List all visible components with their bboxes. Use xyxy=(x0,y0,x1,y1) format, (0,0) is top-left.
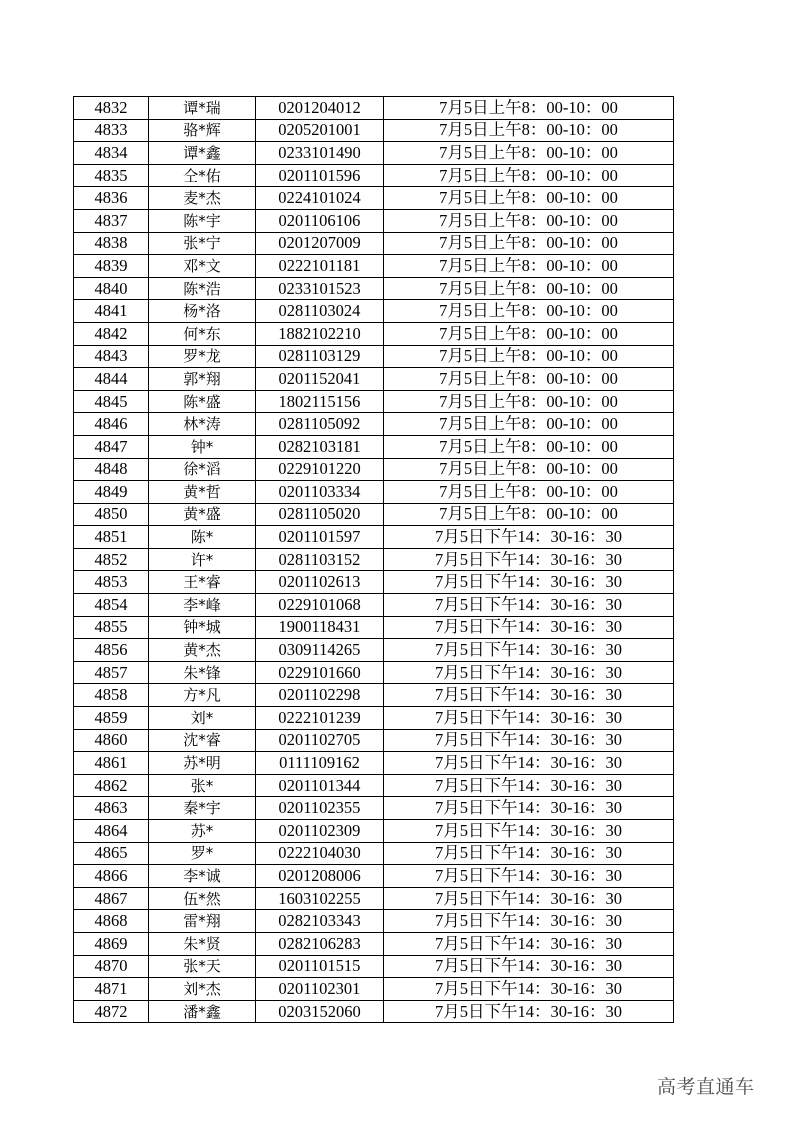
cell-name: 骆*辉 xyxy=(149,119,256,142)
cell-seq: 4859 xyxy=(74,707,149,730)
cell-seq: 4843 xyxy=(74,345,149,368)
cell-name: 王*睿 xyxy=(149,571,256,594)
cell-seq: 4844 xyxy=(74,368,149,391)
cell-seq: 4860 xyxy=(74,729,149,752)
table-row xyxy=(74,932,674,955)
cell-seq: 4837 xyxy=(74,209,149,232)
cell-seq: 4869 xyxy=(74,932,149,955)
cell-time: 7月5日下午14：30-16：30 xyxy=(384,932,674,955)
cell-name: 潘*鑫 xyxy=(149,1000,256,1023)
cell-name: 陈*宇 xyxy=(149,209,256,232)
cell-name: 徐*滔 xyxy=(149,458,256,481)
cell-name: 钟* xyxy=(149,435,256,458)
cell-time: 7月5日下午14：30-16：30 xyxy=(384,526,674,549)
cell-id: 0201102309 xyxy=(256,820,384,843)
table-row xyxy=(74,119,674,142)
table-row xyxy=(74,729,674,752)
table-row xyxy=(74,322,674,345)
table-row xyxy=(74,707,674,730)
table-row xyxy=(74,978,674,1001)
cell-seq: 4868 xyxy=(74,910,149,933)
cell-id: 0281103152 xyxy=(256,548,384,571)
table-row xyxy=(74,232,674,255)
cell-time: 7月5日下午14：30-16：30 xyxy=(384,571,674,594)
cell-name: 罗*龙 xyxy=(149,345,256,368)
cell-time: 7月5日下午14：30-16：30 xyxy=(384,865,674,888)
cell-id: 0201207009 xyxy=(256,232,384,255)
table-row xyxy=(74,345,674,368)
cell-id: 0281105092 xyxy=(256,413,384,436)
table-row xyxy=(74,187,674,210)
cell-name: 黄*盛 xyxy=(149,503,256,526)
cell-id: 0201102705 xyxy=(256,729,384,752)
cell-id: 1882102210 xyxy=(256,322,384,345)
cell-time: 7月5日上午8：00-10：00 xyxy=(384,232,674,255)
cell-name: 沈*睿 xyxy=(149,729,256,752)
cell-id: 0201102355 xyxy=(256,797,384,820)
cell-seq: 4849 xyxy=(74,481,149,504)
table-row xyxy=(74,255,674,278)
cell-name: 张*宁 xyxy=(149,232,256,255)
cell-name: 朱*锋 xyxy=(149,661,256,684)
cell-id: 0233101490 xyxy=(256,142,384,165)
cell-name: 邓*文 xyxy=(149,255,256,278)
cell-time: 7月5日下午14：30-16：30 xyxy=(384,616,674,639)
cell-time: 7月5日上午8：00-10：00 xyxy=(384,164,674,187)
cell-time: 7月5日下午14：30-16：30 xyxy=(384,707,674,730)
cell-id: 0201103334 xyxy=(256,481,384,504)
cell-seq: 4871 xyxy=(74,978,149,1001)
table-row xyxy=(74,797,674,820)
cell-id: 0201102613 xyxy=(256,571,384,594)
cell-id: 0201208006 xyxy=(256,865,384,888)
cell-seq: 4855 xyxy=(74,616,149,639)
cell-name: 雷*翔 xyxy=(149,910,256,933)
table-row xyxy=(74,887,674,910)
table-row xyxy=(74,684,674,707)
cell-name: 麦*杰 xyxy=(149,187,256,210)
cell-time: 7月5日下午14：30-16：30 xyxy=(384,797,674,820)
schedule-table xyxy=(73,96,674,1023)
cell-id: 0224101024 xyxy=(256,187,384,210)
cell-time: 7月5日上午8：00-10：00 xyxy=(384,300,674,323)
cell-id: 1900118431 xyxy=(256,616,384,639)
cell-seq: 4851 xyxy=(74,526,149,549)
table-row xyxy=(74,955,674,978)
cell-time: 7月5日上午8：00-10：00 xyxy=(384,187,674,210)
cell-seq: 4846 xyxy=(74,413,149,436)
table-row xyxy=(74,1000,674,1023)
cell-time: 7月5日下午14：30-16：30 xyxy=(384,978,674,1001)
table-row xyxy=(74,526,674,549)
cell-name: 陈*盛 xyxy=(149,390,256,413)
cell-seq: 4870 xyxy=(74,955,149,978)
cell-name: 伍*然 xyxy=(149,887,256,910)
cell-time: 7月5日下午14：30-16：30 xyxy=(384,887,674,910)
cell-time: 7月5日下午14：30-16：30 xyxy=(384,684,674,707)
cell-time: 7月5日上午8：00-10：00 xyxy=(384,368,674,391)
cell-seq: 4857 xyxy=(74,661,149,684)
cell-name: 黄*哲 xyxy=(149,481,256,504)
table-row xyxy=(74,661,674,684)
cell-seq: 4842 xyxy=(74,322,149,345)
table-row xyxy=(74,548,674,571)
cell-id: 0201106106 xyxy=(256,209,384,232)
cell-seq: 4853 xyxy=(74,571,149,594)
table-row xyxy=(74,435,674,458)
cell-time: 7月5日下午14：30-16：30 xyxy=(384,661,674,684)
cell-name: 陈*浩 xyxy=(149,277,256,300)
cell-time: 7月5日上午8：00-10：00 xyxy=(384,209,674,232)
cell-time: 7月5日上午8：00-10：00 xyxy=(384,119,674,142)
cell-name: 谭*瑞 xyxy=(149,97,256,120)
table-row xyxy=(74,865,674,888)
cell-time: 7月5日下午14：30-16：30 xyxy=(384,774,674,797)
cell-name: 张* xyxy=(149,774,256,797)
cell-time: 7月5日下午14：30-16：30 xyxy=(384,910,674,933)
table-row xyxy=(74,481,674,504)
cell-name: 林*涛 xyxy=(149,413,256,436)
cell-seq: 4865 xyxy=(74,842,149,865)
cell-name: 钟*城 xyxy=(149,616,256,639)
table-row xyxy=(74,616,674,639)
table-row xyxy=(74,413,674,436)
cell-seq: 4862 xyxy=(74,774,149,797)
cell-name: 秦*宇 xyxy=(149,797,256,820)
cell-name: 许* xyxy=(149,548,256,571)
cell-seq: 4833 xyxy=(74,119,149,142)
cell-name: 谭*鑫 xyxy=(149,142,256,165)
cell-seq: 4841 xyxy=(74,300,149,323)
cell-id: 0201101597 xyxy=(256,526,384,549)
cell-name: 刘*杰 xyxy=(149,978,256,1001)
cell-id: 0201101515 xyxy=(256,955,384,978)
watermark-text: 高考直通车 xyxy=(657,1076,755,1098)
cell-name: 刘* xyxy=(149,707,256,730)
cell-time: 7月5日上午8：00-10：00 xyxy=(384,97,674,120)
cell-id: 0222101239 xyxy=(256,707,384,730)
cell-name: 李*峰 xyxy=(149,594,256,617)
cell-name: 张*天 xyxy=(149,955,256,978)
cell-id: 0281105020 xyxy=(256,503,384,526)
cell-id: 0201101344 xyxy=(256,774,384,797)
cell-time: 7月5日上午8：00-10：00 xyxy=(384,390,674,413)
cell-id: 0201204012 xyxy=(256,97,384,120)
cell-time: 7月5日下午14：30-16：30 xyxy=(384,752,674,775)
cell-id: 0222104030 xyxy=(256,842,384,865)
cell-id: 0111109162 xyxy=(256,752,384,775)
cell-seq: 4863 xyxy=(74,797,149,820)
cell-seq: 4847 xyxy=(74,435,149,458)
cell-seq: 4839 xyxy=(74,255,149,278)
cell-time: 7月5日下午14：30-16：30 xyxy=(384,729,674,752)
cell-name: 仝*佑 xyxy=(149,164,256,187)
cell-id: 0201152041 xyxy=(256,368,384,391)
cell-time: 7月5日上午8：00-10：00 xyxy=(384,322,674,345)
cell-id: 0309114265 xyxy=(256,639,384,662)
cell-name: 朱*贤 xyxy=(149,932,256,955)
cell-id: 0229101220 xyxy=(256,458,384,481)
cell-seq: 4858 xyxy=(74,684,149,707)
cell-seq: 4861 xyxy=(74,752,149,775)
cell-time: 7月5日下午14：30-16：30 xyxy=(384,820,674,843)
cell-time: 7月5日下午14：30-16：30 xyxy=(384,1000,674,1023)
table-row xyxy=(74,503,674,526)
cell-seq: 4856 xyxy=(74,639,149,662)
cell-seq: 4867 xyxy=(74,887,149,910)
schedule-table-body xyxy=(74,97,674,1023)
cell-id: 0203152060 xyxy=(256,1000,384,1023)
cell-seq: 4832 xyxy=(74,97,149,120)
cell-seq: 4864 xyxy=(74,820,149,843)
table-row xyxy=(74,390,674,413)
cell-seq: 4848 xyxy=(74,458,149,481)
cell-name: 李*诚 xyxy=(149,865,256,888)
cell-seq: 4834 xyxy=(74,142,149,165)
table-row xyxy=(74,639,674,662)
table-row xyxy=(74,277,674,300)
table-row xyxy=(74,164,674,187)
cell-time: 7月5日下午14：30-16：30 xyxy=(384,594,674,617)
cell-id: 0282103181 xyxy=(256,435,384,458)
cell-name: 杨*洛 xyxy=(149,300,256,323)
table-row xyxy=(74,300,674,323)
cell-time: 7月5日下午14：30-16：30 xyxy=(384,842,674,865)
cell-id: 0201102301 xyxy=(256,978,384,1001)
cell-seq: 4845 xyxy=(74,390,149,413)
cell-time: 7月5日上午8：00-10：00 xyxy=(384,503,674,526)
cell-id: 0229101068 xyxy=(256,594,384,617)
table-row xyxy=(74,97,674,120)
cell-id: 0201102298 xyxy=(256,684,384,707)
cell-time: 7月5日上午8：00-10：00 xyxy=(384,255,674,278)
cell-time: 7月5日上午8：00-10：00 xyxy=(384,345,674,368)
table-row xyxy=(74,594,674,617)
cell-time: 7月5日下午14：30-16：30 xyxy=(384,639,674,662)
cell-time: 7月5日上午8：00-10：00 xyxy=(384,435,674,458)
cell-id: 1603102255 xyxy=(256,887,384,910)
table-row xyxy=(74,774,674,797)
table-row xyxy=(74,842,674,865)
cell-id: 1802115156 xyxy=(256,390,384,413)
cell-id: 0233101523 xyxy=(256,277,384,300)
cell-name: 黄*杰 xyxy=(149,639,256,662)
cell-seq: 4836 xyxy=(74,187,149,210)
cell-time: 7月5日上午8：00-10：00 xyxy=(384,458,674,481)
cell-id: 0282103343 xyxy=(256,910,384,933)
cell-time: 7月5日下午14：30-16：30 xyxy=(384,955,674,978)
cell-seq: 4840 xyxy=(74,277,149,300)
table-row xyxy=(74,142,674,165)
cell-seq: 4854 xyxy=(74,594,149,617)
cell-name: 何*东 xyxy=(149,322,256,345)
cell-seq: 4835 xyxy=(74,164,149,187)
cell-seq: 4852 xyxy=(74,548,149,571)
cell-time: 7月5日下午14：30-16：30 xyxy=(384,548,674,571)
cell-id: 0281103129 xyxy=(256,345,384,368)
cell-name: 郭*翔 xyxy=(149,368,256,391)
cell-seq: 4866 xyxy=(74,865,149,888)
cell-name: 苏*明 xyxy=(149,752,256,775)
table-row xyxy=(74,571,674,594)
table-row xyxy=(74,820,674,843)
cell-time: 7月5日上午8：00-10：00 xyxy=(384,142,674,165)
cell-seq: 4850 xyxy=(74,503,149,526)
cell-id: 0282106283 xyxy=(256,932,384,955)
cell-id: 0201101596 xyxy=(256,164,384,187)
cell-seq: 4838 xyxy=(74,232,149,255)
table-row xyxy=(74,458,674,481)
cell-name: 方*凡 xyxy=(149,684,256,707)
cell-seq: 4872 xyxy=(74,1000,149,1023)
table-row xyxy=(74,368,674,391)
cell-id: 0229101660 xyxy=(256,661,384,684)
table-row xyxy=(74,752,674,775)
cell-name: 罗* xyxy=(149,842,256,865)
cell-time: 7月5日上午8：00-10：00 xyxy=(384,481,674,504)
table-row xyxy=(74,209,674,232)
cell-name: 陈* xyxy=(149,526,256,549)
cell-id: 0222101181 xyxy=(256,255,384,278)
cell-id: 0281103024 xyxy=(256,300,384,323)
cell-id: 0205201001 xyxy=(256,119,384,142)
table-row xyxy=(74,910,674,933)
cell-time: 7月5日上午8：00-10：00 xyxy=(384,277,674,300)
cell-name: 苏* xyxy=(149,820,256,843)
cell-time: 7月5日上午8：00-10：00 xyxy=(384,413,674,436)
